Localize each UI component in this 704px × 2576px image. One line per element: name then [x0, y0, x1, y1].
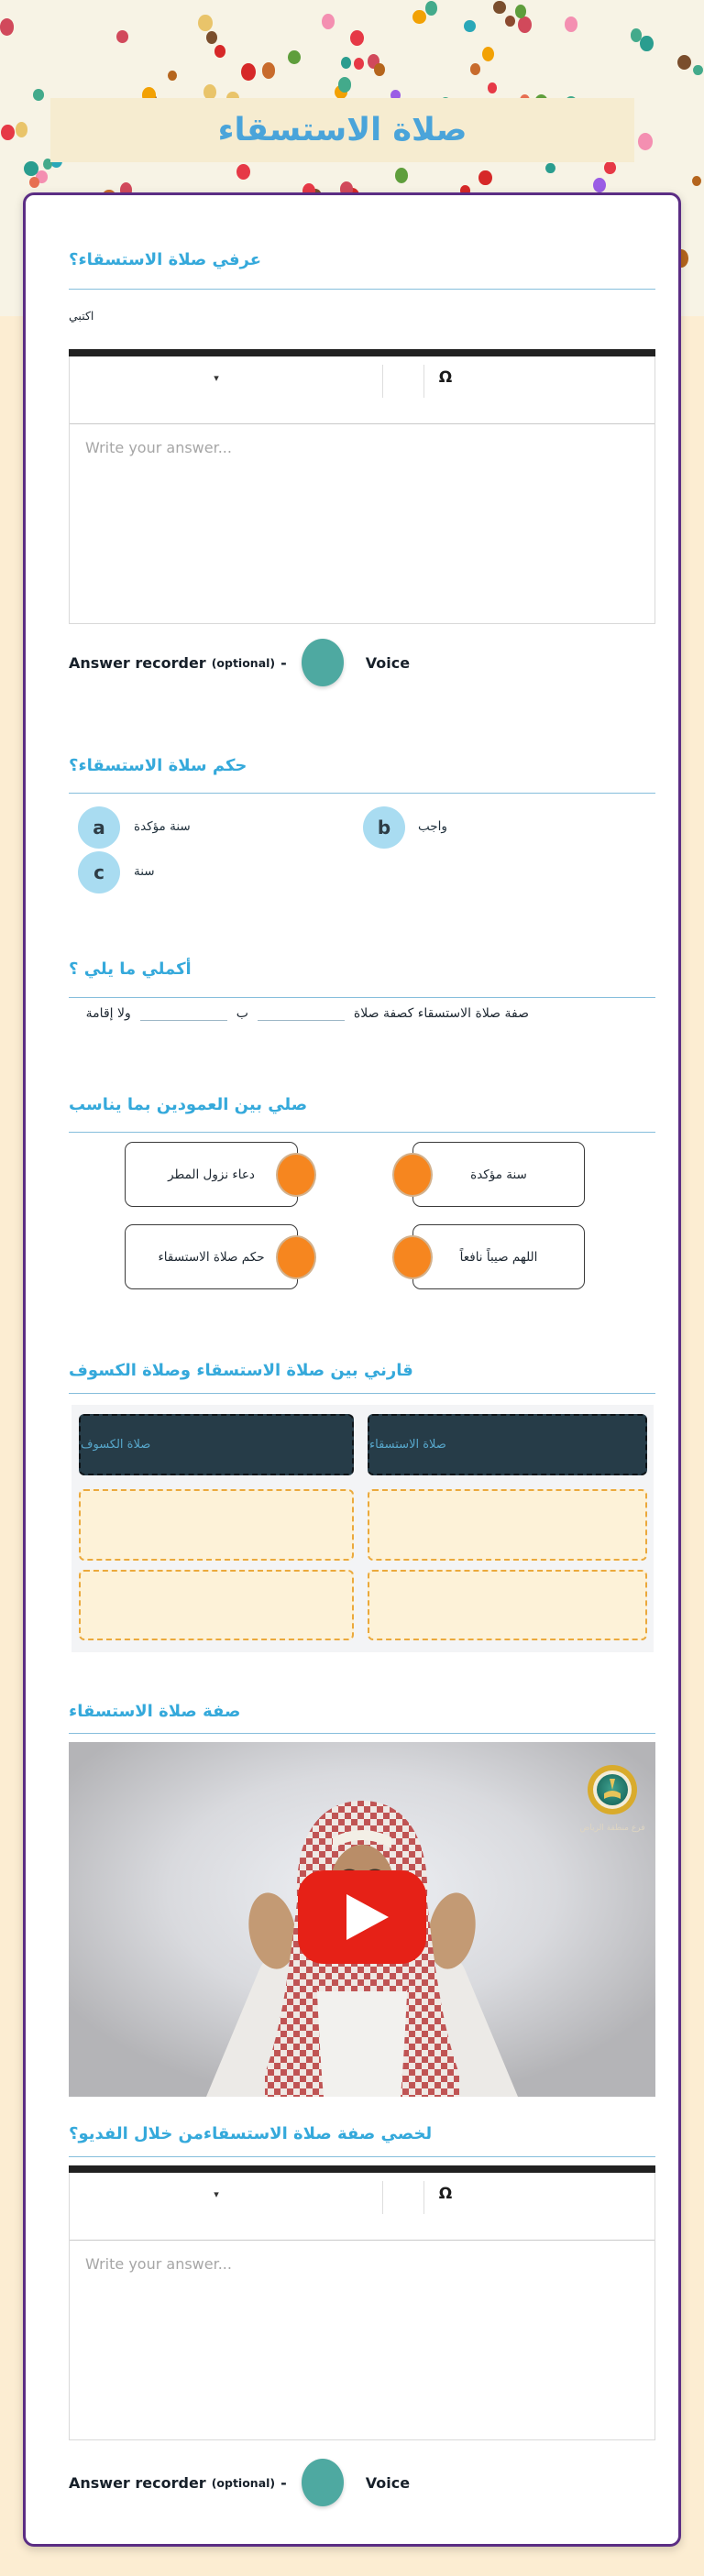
confetti-dot	[470, 63, 480, 75]
confetti-dot	[374, 63, 385, 76]
match-right-item-1[interactable]: سنة مؤكدة	[412, 1142, 585, 1207]
match-connector-dot[interactable]	[392, 1153, 433, 1197]
answer-cell[interactable]	[79, 1570, 354, 1640]
worksheet-card	[23, 192, 681, 2547]
confetti-dot	[214, 45, 226, 58]
special-character-icon[interactable]: Ω	[438, 368, 453, 387]
column-header-kusuf: صلاة الكسوف	[79, 1414, 354, 1475]
confetti-dot	[350, 30, 364, 46]
confetti-dot	[505, 16, 515, 27]
heading-divider	[69, 1132, 655, 1133]
voice-record-button[interactable]	[302, 639, 344, 686]
comparison-table	[72, 1405, 654, 1652]
question-1-heading: عرفي صلاة الاستسقاء؟	[69, 250, 262, 269]
sentence-end: ولا إقامة	[85, 1006, 131, 1021]
heading-divider	[69, 1733, 655, 1734]
option-b-label: واجب	[418, 819, 447, 834]
blank-input-2[interactable]	[140, 1005, 227, 1021]
confetti-dot	[1, 125, 14, 140]
confetti-dot	[354, 58, 364, 70]
confetti-dot	[482, 47, 495, 62]
option-b-circle[interactable]: b	[363, 806, 405, 849]
heading-divider	[69, 997, 655, 998]
confetti-dot	[395, 168, 408, 183]
confetti-dot	[464, 20, 476, 33]
heading-divider	[69, 289, 655, 290]
recorder-optional-label: (optional)	[211, 2475, 276, 2490]
answer-textarea-1[interactable]	[70, 424, 654, 623]
confetti-dot	[493, 1, 505, 14]
confetti-dot	[478, 170, 492, 186]
column-header-istisqaa: صلاة الاستسقاء	[368, 1414, 647, 1475]
question-7-heading: لخصي صفة صلاة الاستسقاءمن خلال الفديو؟	[69, 2124, 433, 2143]
confetti-dot	[241, 63, 256, 81]
confetti-dot	[262, 62, 275, 78]
question-3-heading: أكملي ما يلي ؟	[69, 959, 192, 979]
option-a-label: سنة مؤكدة	[134, 819, 191, 834]
page-title: صلاة الاستسقاء	[217, 112, 468, 148]
answer-recorder-row-2	[69, 2457, 410, 2508]
confetti-dot	[24, 161, 38, 176]
blank-input-1[interactable]	[258, 1005, 345, 1021]
match-left-item-2[interactable]: حكم صلاة الاستسقاء	[125, 1224, 298, 1289]
confetti-dot	[677, 55, 691, 70]
answer-placeholder: Write your answer...	[85, 2255, 232, 2273]
answer-cell[interactable]	[79, 1489, 354, 1561]
answer-editor-2	[69, 2165, 655, 2440]
play-button	[298, 1870, 426, 1964]
heading-divider	[69, 793, 655, 794]
recorder-label: Answer recorder	[69, 2473, 206, 2492]
heading-divider	[69, 2156, 655, 2157]
confetti-dot	[604, 161, 616, 174]
confetti-dot	[288, 50, 301, 65]
match-left-item-1[interactable]: دعاء نزول المطر	[125, 1142, 298, 1207]
editor-top-bar	[69, 349, 655, 356]
confetti-dot	[198, 15, 213, 31]
voice-record-button[interactable]	[302, 2459, 344, 2506]
confetti-dot	[412, 10, 426, 25]
confetti-dot	[565, 16, 578, 32]
confetti-dot	[29, 177, 39, 188]
chevron-down-icon[interactable]: ▾	[214, 371, 219, 384]
fill-in-sentence	[69, 1005, 529, 1021]
confetti-dot	[338, 77, 352, 93]
match-connector-dot[interactable]	[392, 1235, 433, 1279]
option-c-circle[interactable]: c	[78, 851, 120, 893]
toolbar-separator	[382, 2181, 383, 2214]
heading-divider	[69, 1393, 655, 1394]
match-connector-dot[interactable]	[276, 1153, 316, 1197]
option-a-circle[interactable]: a	[78, 806, 120, 849]
question-1-instruction: اكتبي	[69, 309, 94, 323]
confetti-dot	[206, 31, 218, 45]
channel-logo-text: فرع منطقة الرياض	[579, 1824, 645, 1833]
confetti-dot	[638, 133, 653, 150]
recorder-dash: -	[280, 2473, 287, 2492]
chevron-down-icon[interactable]: ▾	[214, 2187, 219, 2200]
confetti-dot	[236, 164, 250, 180]
option-c-label: سنة	[134, 864, 155, 879]
recorder-optional-label: (optional)	[211, 655, 276, 670]
answer-textarea-2[interactable]	[70, 2241, 654, 2439]
confetti-dot	[488, 82, 497, 93]
toolbar-separator	[382, 365, 383, 398]
confetti-dot	[693, 65, 703, 75]
answer-placeholder: Write your answer...	[85, 439, 232, 456]
question-2-heading: حكم سلاة الاستسقاء؟	[69, 756, 248, 775]
title-banner	[50, 98, 634, 162]
match-connector-dot[interactable]	[276, 1235, 316, 1279]
sentence-start: صفة صلاة الاستسقاء كصفة صلاة	[353, 1006, 529, 1021]
confetti-dot	[322, 14, 335, 29]
sentence-middle: ب	[236, 1006, 248, 1021]
answer-recorder-row-1	[69, 637, 410, 688]
confetti-dot	[16, 122, 28, 137]
confetti-dot	[116, 30, 128, 43]
match-right-item-2[interactable]: اللهم صيباً نافعاً	[412, 1224, 585, 1289]
confetti-dot	[692, 176, 701, 186]
question-5-heading: قارني بين صلاة الاستسقاء وصلاة الكسوف	[69, 1361, 413, 1380]
confetti-dot	[341, 57, 351, 69]
confetti-dot	[593, 178, 606, 192]
special-character-icon[interactable]: Ω	[438, 2185, 453, 2203]
voice-label: Voice	[365, 2473, 411, 2492]
confetti-dot	[0, 18, 14, 36]
editor-top-bar	[69, 2165, 655, 2173]
confetti-dot	[518, 16, 532, 33]
confetti-dot	[545, 163, 555, 173]
answer-editor-1	[69, 349, 655, 624]
voice-label: Voice	[365, 653, 411, 672]
answer-cell[interactable]	[368, 1570, 647, 1640]
confetti-dot	[168, 71, 177, 81]
confetti-dot	[33, 89, 44, 101]
confetti-dot	[640, 36, 654, 51]
recorder-label: Answer recorder	[69, 653, 206, 672]
answer-cell[interactable]	[368, 1489, 647, 1561]
confetti-dot	[425, 1, 437, 15]
question-6-heading: صفة صلاة الاستسقاء	[69, 1702, 241, 1721]
video-player[interactable]	[69, 1742, 655, 2097]
recorder-dash: -	[280, 653, 287, 672]
question-4-heading: صلي بين العمودين بما يناسب	[69, 1095, 308, 1114]
